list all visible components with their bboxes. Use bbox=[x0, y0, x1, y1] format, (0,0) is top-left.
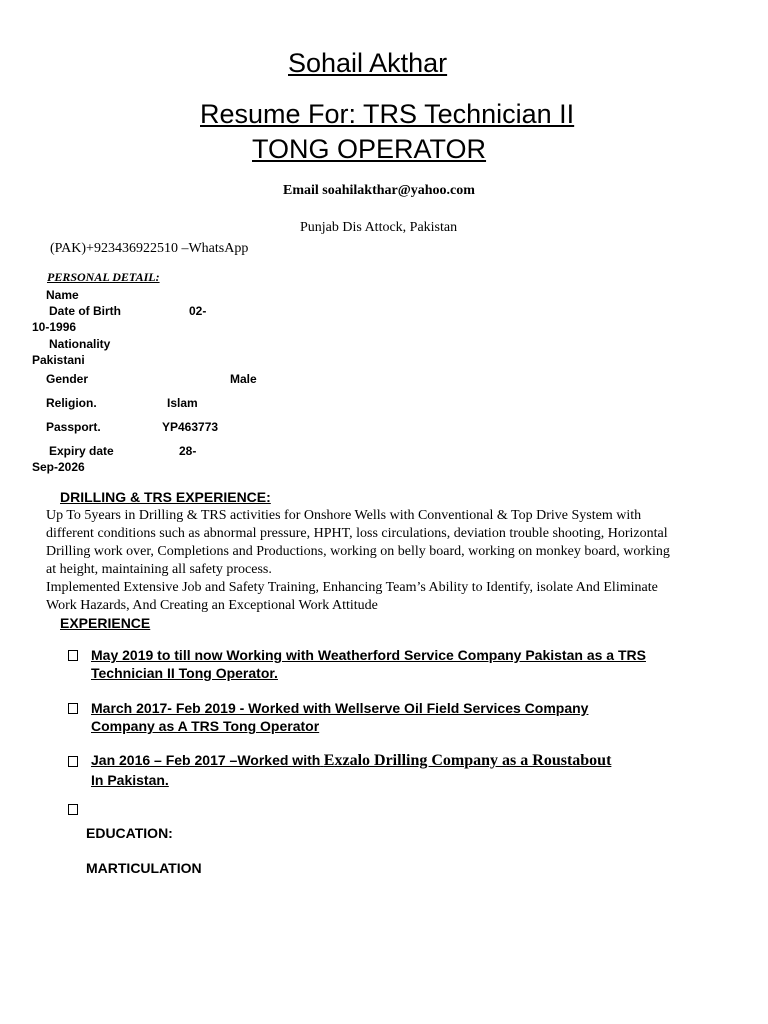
bullet-icon bbox=[68, 756, 78, 767]
drilling-heading: DRILLING & TRS EXPERIENCE: bbox=[60, 489, 271, 505]
dob-label: Date of Birth bbox=[49, 304, 121, 318]
bullet-icon bbox=[68, 703, 78, 714]
gender-label: Gender bbox=[46, 372, 89, 386]
drilling-summary-line: Drilling work over, Completions and Productions, working on belly board, working on monkey board, working bbox=[46, 544, 670, 559]
drilling-summary-line: different conditions such as abnormal pressure, HPHT, loss circulations, deviation trouble shooting, Horizontal bbox=[46, 526, 668, 541]
resume-title: Resume For: TRS Technician II bbox=[200, 99, 575, 129]
education-heading: EDUCATION: bbox=[86, 825, 173, 841]
nationality-label: Nationality bbox=[49, 337, 111, 351]
experience-item bbox=[91, 699, 588, 735]
religion-label: Religion. bbox=[46, 396, 97, 410]
expiry-value-part1: 28- bbox=[179, 444, 197, 458]
address: Punjab Dis Attock, Pakistan bbox=[300, 220, 458, 235]
email-line bbox=[283, 183, 475, 199]
drilling-summary-line: Work Hazards, And Creating an Exceptional Work Attitude bbox=[46, 598, 378, 613]
experience-dates: Jan 2016 – Feb 2017 –Worked with bbox=[91, 752, 321, 768]
experience-item-line: Company as A TRS Tong Operator bbox=[91, 718, 320, 734]
education-item: MARTICULATION bbox=[86, 860, 202, 876]
drilling-summary-line: Up To 5years in Drilling & TRS activities for Onshore Wells with Conventional & Top Drive System with bbox=[46, 508, 642, 523]
resume-role: TONG OPERATOR bbox=[252, 134, 487, 164]
drilling-summary bbox=[46, 507, 726, 615]
bullet-icon bbox=[68, 650, 78, 661]
gender-value: Male bbox=[230, 372, 257, 386]
dob-value-part2: 10-1996 bbox=[32, 320, 77, 334]
expiry-label: Expiry date bbox=[49, 444, 114, 458]
experience-employer: Exzalo Drilling Company as a Roustabout bbox=[323, 752, 612, 769]
experience-item-line bbox=[91, 751, 611, 771]
drilling-summary-line: at height, maintaining all safety process. bbox=[46, 562, 272, 577]
email-address[interactable]: soahilakthar@yahoo.com bbox=[322, 183, 475, 198]
experience-item-line: Technician II Tong Operator. bbox=[91, 665, 278, 681]
passport-value: YP463773 bbox=[162, 420, 219, 434]
drilling-summary-line: Implemented Extensive Job and Safety Training, Enhancing Team’s Ability to Identify, isolate And Eliminate bbox=[46, 580, 658, 595]
experience-item-line: May 2019 to till now Working with Weatherford Service Company Pakistan as a TRS bbox=[91, 647, 646, 663]
phone-number: (PAK)+923436922510 –WhatsApp bbox=[50, 241, 249, 256]
expiry-value-part2: Sep-2026 bbox=[32, 460, 85, 474]
bullet-icon bbox=[68, 804, 78, 815]
name-label: Name bbox=[46, 288, 79, 302]
experience-item bbox=[91, 646, 646, 682]
experience-item bbox=[91, 751, 611, 789]
experience-item-line: In Pakistan. bbox=[91, 772, 169, 788]
experience-item-line: March 2017- Feb 2019 - Worked with Wellserve Oil Field Services Company bbox=[91, 700, 589, 716]
religion-value: Islam bbox=[167, 396, 198, 410]
email-label: Email bbox=[283, 183, 319, 198]
dob-value-part1: 02- bbox=[189, 304, 207, 318]
experience-heading: EXPERIENCE bbox=[60, 615, 151, 631]
personal-detail-heading: PERSONAL DETAIL: bbox=[47, 270, 160, 284]
passport-label: Passport. bbox=[46, 420, 101, 434]
resume-name: Sohail Akthar bbox=[288, 48, 448, 78]
nationality-value: Pakistani bbox=[32, 353, 85, 367]
